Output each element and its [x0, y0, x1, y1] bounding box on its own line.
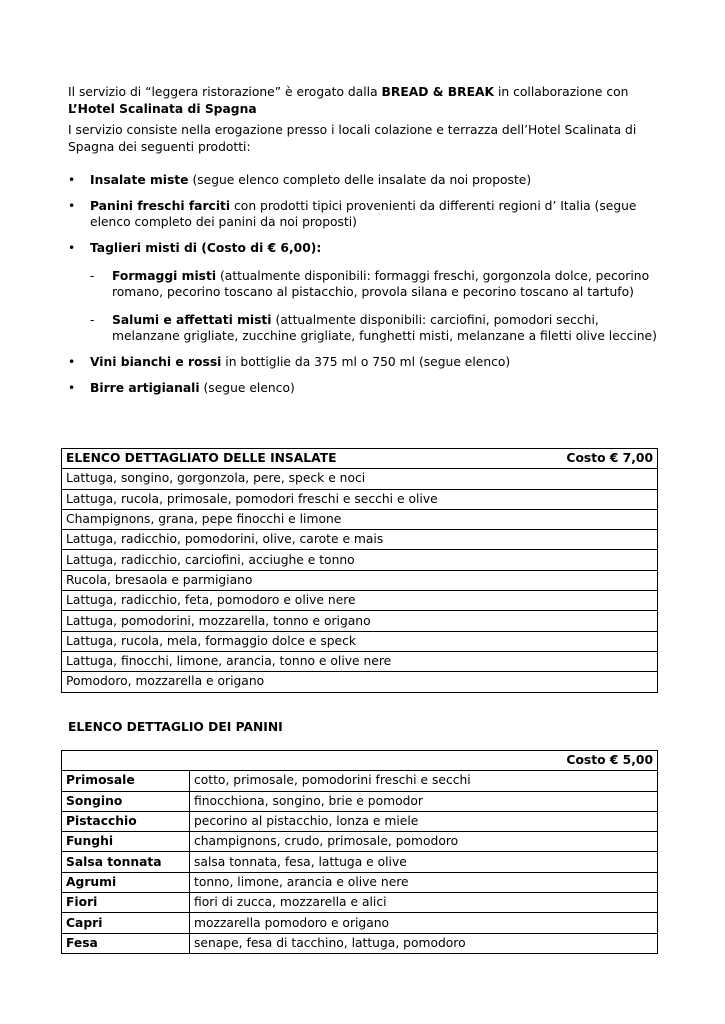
- item-title: Insalate miste: [90, 173, 189, 187]
- panino-name: Songino: [62, 791, 190, 811]
- table-row: [62, 893, 658, 913]
- salads-table-wrapper: [61, 448, 658, 693]
- panino-ingredients: mozzarella pomodoro e origano: [190, 913, 658, 933]
- bullet-icon: •: [68, 173, 76, 187]
- panino-ingredients: senape, fesa di tacchino, lattuga, pomodoro: [190, 933, 658, 953]
- table-row: [62, 489, 658, 509]
- panino-ingredients: pecorino al pistacchio, lonza e miele: [190, 811, 658, 831]
- table-cell: Lattuga, rucola, primosale, pomodori freschi e secchi e olive: [62, 489, 658, 509]
- table-row: [62, 570, 658, 590]
- subitem-title: Formaggi misti: [112, 269, 217, 283]
- table-row: [62, 771, 658, 791]
- panino-ingredients: tonno, limone, arancia e olive nere: [190, 872, 658, 892]
- list-item: [68, 198, 658, 230]
- sublist-item: [90, 268, 658, 300]
- list-item: [68, 354, 658, 370]
- document-body: [68, 84, 658, 396]
- table-row: [62, 651, 658, 671]
- table-row: [62, 530, 658, 550]
- panino-name: Funghi: [62, 832, 190, 852]
- intro-text: Il servizio di “leggera ristorazione” è erogato dalla: [68, 85, 382, 99]
- table-row: [62, 933, 658, 953]
- table-cell: Lattuga, pomodorini, mozzarella, tonno e origano: [62, 611, 658, 631]
- panino-name: Primosale: [62, 771, 190, 791]
- list-item: [68, 380, 658, 396]
- panino-ingredients: fiori di zucca, mozzarella e alici: [190, 893, 658, 913]
- table-row: [62, 631, 658, 651]
- item-title: Taglieri misti di (Costo di € 6,00):: [90, 241, 322, 255]
- table-cell: Lattuga, radicchio, pomodorini, olive, carote e mais: [62, 530, 658, 550]
- table-header-row: [62, 449, 658, 469]
- panino-name: Pistacchio: [62, 811, 190, 831]
- item-text: con prodotti tipici provenienti da differenti regioni d’ Italia (segue elenco completo dei panini da noi proposti): [90, 199, 637, 229]
- product-list: [68, 172, 658, 396]
- service-description: I servizio consiste nella erogazione presso i locali colazione e terrazza dell’Hotel Scalinata di Spagna dei seguenti prodotti:: [68, 123, 637, 154]
- subitem-text: (attualmente disponibili: formaggi freschi, gorgonzola dolce, pecorino romano, pecorino toscano al pistacchio, provola silana e pecorino toscano al tartufo): [112, 269, 650, 299]
- panini-table-wrapper: [61, 750, 658, 954]
- item-text: in bottiglie da 375 ml o 750 ml (segue elenco): [221, 355, 511, 369]
- table-cell: Lattuga, radicchio, feta, pomodoro e olive nere: [62, 591, 658, 611]
- bullet-icon: •: [68, 241, 76, 255]
- salads-title: ELENCO DETTAGLIATO DELLE INSALATE: [66, 451, 337, 466]
- panino-ingredients: champignons, crudo, primosale, pomodoro: [190, 832, 658, 852]
- bullet-icon: •: [68, 355, 76, 369]
- subitem-text: (attualmente disponibili: carciofini, pomodori secchi, melanzane grigliate, zucchine grigliate, funghetti misti, melanzane a filetti olive leccine): [112, 313, 657, 343]
- list-item: [68, 172, 658, 188]
- salads-table: [61, 448, 658, 693]
- table-row: [62, 672, 658, 692]
- table-row: [62, 591, 658, 611]
- item-title: Vini bianchi e rossi: [90, 355, 222, 369]
- table-row: [62, 872, 658, 892]
- sublist-item: [90, 312, 658, 344]
- table-row: [62, 913, 658, 933]
- dash-icon: -: [90, 313, 95, 327]
- table-row: [62, 832, 658, 852]
- table-header-row: [62, 751, 658, 771]
- dash-icon: -: [90, 269, 95, 283]
- table-row: [62, 550, 658, 570]
- platter-sublist: [90, 268, 658, 344]
- panino-name: Fesa: [62, 933, 190, 953]
- hotel-name: L’Hotel Scalinata di Spagna: [68, 101, 257, 116]
- table-cell: Pomodoro, mozzarella e origano: [62, 672, 658, 692]
- table-cell: Lattuga, radicchio, carciofini, acciughe e tonno: [62, 550, 658, 570]
- table-row: [62, 469, 658, 489]
- panini-cost: Costo € 5,00: [62, 751, 658, 771]
- panino-name: Salsa tonnata: [62, 852, 190, 872]
- panini-table: [61, 750, 658, 954]
- panino-ingredients: salsa tonnata, fesa, lattuga e olive: [190, 852, 658, 872]
- subitem-title: Salumi e affettati misti: [112, 313, 272, 327]
- table-cell: Lattuga, finocchi, limone, arancia, tonno e olive nere: [62, 651, 658, 671]
- panino-name: Fiori: [62, 893, 190, 913]
- item-text: (segue elenco completo delle insalate da noi proposte): [188, 173, 532, 187]
- table-row: [62, 811, 658, 831]
- table-cell: Lattuga, rucola, mela, formaggio dolce e speck: [62, 631, 658, 651]
- table-row: [62, 611, 658, 631]
- panino-ingredients: cotto, primosale, pomodorini freschi e secchi: [190, 771, 658, 791]
- table-cell: Rucola, bresaola e parmigiano: [62, 570, 658, 590]
- brand-name: BREAD & BREAK: [381, 85, 495, 99]
- intro-text-cont: in collaborazione con: [494, 85, 629, 99]
- table-row: [62, 509, 658, 529]
- item-text: (segue elenco): [199, 381, 295, 395]
- table-row: [62, 791, 658, 811]
- item-title: Panini freschi farciti: [90, 199, 231, 213]
- salads-cost: Costo € 7,00: [566, 451, 653, 466]
- list-item: [68, 240, 658, 344]
- panino-name: Agrumi: [62, 872, 190, 892]
- intro-paragraph: [68, 84, 658, 117]
- table-cell: Lattuga, songino, gorgonzola, pere, speck e noci: [62, 469, 658, 489]
- panino-ingredients: finocchiona, songino, brie e pomodor: [190, 791, 658, 811]
- panino-name: Capri: [62, 913, 190, 933]
- item-title: Birre artigianali: [90, 381, 200, 395]
- table-row: [62, 852, 658, 872]
- table-cell: Champignons, grana, pepe finocchi e limone: [62, 509, 658, 529]
- bullet-icon: •: [68, 199, 76, 213]
- panini-heading: ELENCO DETTAGLIO DEI PANINI: [68, 720, 283, 734]
- bullet-icon: •: [68, 381, 76, 395]
- table-header: [62, 449, 658, 469]
